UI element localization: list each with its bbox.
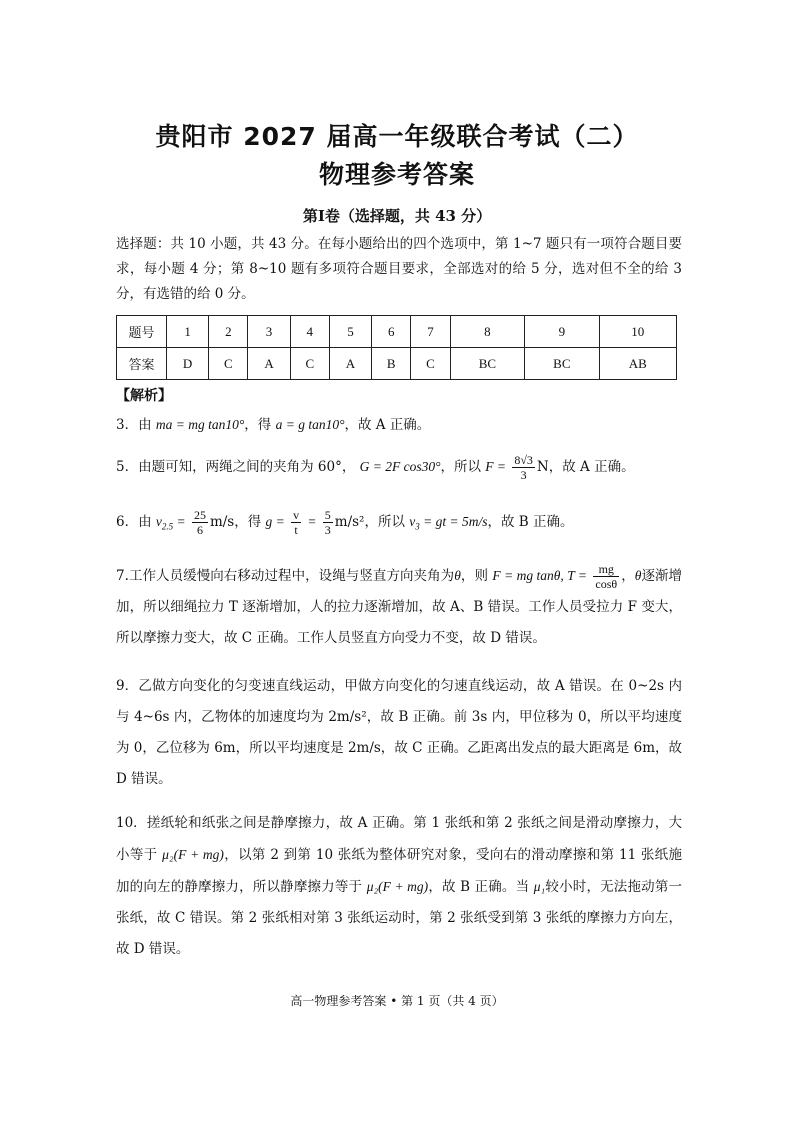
answer-cell: C [290,348,329,380]
question-number-cell: 8 [450,316,524,348]
answer-cell: C [209,348,248,380]
analysis-heading: 【解析】 [116,388,172,404]
answer-cell: C [411,348,450,380]
instructions: 选择题：共 10 小题，共 43 分。在每小题给出的四个选项中，第 1~7 题只有一项符合题目要求，每小题 4 分；第 8~10 题有多项符合题目要求，全部选对的给 5 分，选对但不全的给 3 分，有选错的给 0 分。 [116,236,682,302]
equation: μ₂(F + mg) [162,847,224,862]
text: ，以第 2 到第 10 张纸为整体研究对象，受向右的滑动摩擦和第 11 张纸施加的向左的静摩擦力，所以静摩擦力等于 [116,847,683,895]
analysis-item-5 [116,452,682,482]
item-number: 7. [116,568,129,584]
subscript: 3 [415,521,420,532]
table-header-cell: 答案 [117,348,167,380]
text: 乙做方向变化的匀变速直线运动，甲做方向变化的匀速直线运动，故 A 错误。在 0~2s 内与 4~6s 内，乙物体的加速度均为 2m/s²，故 B 正确。前 3s 内，甲位移为 0，所以平均速度为 0，乙位移为 6m，所以平均速度是 2m/s，故 C 正确。乙距离出发点的最大距离是 6m，故 D 错误。 [116,678,682,787]
equation: θ [634,568,642,583]
section-title: 第Ⅰ卷（选择题，共 43 分） [302,207,492,225]
text: ，得 [244,417,272,433]
fraction [512,453,535,482]
answer-cell: BC [450,348,524,380]
item-number: 6． [116,514,139,530]
question-number-cell: 1 [167,316,209,348]
symbol: = [176,514,186,529]
symbol: v [155,514,162,529]
equation: F = [485,459,507,474]
symbol: = [307,514,317,529]
fraction [192,508,208,537]
text: ， [621,568,635,584]
subscript: 2.5 [161,521,174,532]
text: 逐渐增加，所以细绳拉力 T 逐渐增加，人的拉力逐渐增加，故 A、B 错误。工作人员受拉力 F 变大，所以摩擦力变大，故 C 正确。工作人员竖直方向受力不变，故 D 错误。 [116,568,683,646]
text: m/s，得 [209,514,262,530]
equation: F = mg tanθ, T = [492,568,588,583]
fraction-numerator: 25 [193,508,206,522]
text: m/s²，所以 [334,514,405,530]
table-header-cell: 题号 [117,316,167,348]
fraction-numerator: 8√3 [514,453,533,467]
fraction [323,508,333,537]
analysis-item-6 [116,507,682,542]
fraction-numerator: v [293,508,300,522]
equation: ma = mg tan10° [155,417,245,432]
question-number-cell: 6 [372,316,411,348]
text: ，则 [460,568,489,584]
fraction-denominator: t [294,523,298,537]
question-number-cell: 5 [329,316,371,348]
question-number-cell: 3 [248,316,290,348]
text: ，所以 [440,459,481,475]
item-number: 9． [116,678,139,694]
symbol: = gt = 5m/s [423,514,488,529]
answer-table-row-numbers [117,316,677,348]
answer-cell: BC [525,348,599,380]
fraction-denominator: 6 [196,523,203,537]
text: ，故 A 正确。 [344,417,431,433]
equation: θ [454,568,461,583]
answer-table [116,315,677,380]
fraction-numerator: mg [593,562,619,577]
symbol: v [409,514,416,529]
equation: μ₂(F + mg) [366,879,429,894]
item-number: 3． [116,417,139,433]
answer-cell: AB [599,348,676,380]
text: 由 [138,417,152,433]
question-number-cell: 7 [411,316,450,348]
page-footer: 高一物理参考答案 • 第 1 页（共 4 页） [290,994,504,1008]
answer-table-row-answers [117,348,677,380]
answer-key-title: 物理参考答案 [318,160,475,189]
fraction-denominator: cosθ [595,577,618,591]
fraction-denominator: 3 [324,523,331,537]
equation [155,514,186,532]
text: ，故 B 正确。 [487,514,574,530]
text: 搓纸轮和纸张之间是静摩擦力，故 A 正确。第 1 张纸和第 2 张纸之间是滑动摩擦力，大小等于 [116,815,682,863]
answer-cell: A [248,348,290,380]
fraction [593,562,619,591]
answer-cell: A [329,348,371,380]
text: 工作人员缓慢向右移动过程中，设绳与竖直方向夹角为 [128,568,455,584]
fraction-denominator: 3 [520,468,527,482]
question-number-cell: 2 [209,316,248,348]
question-number-cell: 10 [599,316,676,348]
text: ，故 B 正确。当 [428,879,530,895]
text: 由题可知，两绳之间的夹角为 60°， [138,459,356,475]
item-number: 10． [116,815,147,831]
fraction [291,508,301,537]
equation: a = g tan10° [275,417,345,432]
answer-cell: D [167,348,209,380]
equation: G = 2F cos30° [359,459,441,474]
equation: μ₁ [533,879,546,894]
equation: g = [265,514,285,529]
analysis-item-10 [116,808,682,965]
fraction-numerator: 5 [324,508,331,522]
exam-title: 贵阳市 2027 届高一年级联合考试（二） [155,122,639,151]
analysis-item-9 [116,671,682,795]
question-number-cell: 9 [525,316,599,348]
text: 由 [138,514,152,530]
analysis-item-7 [116,560,682,654]
equation [409,514,488,532]
text: N，故 A 正确。 [536,459,635,475]
item-number: 5． [116,459,139,475]
question-number-cell: 4 [290,316,329,348]
text: 较小时，无法拖动第一张纸，故 C 错误。第 2 张纸相对第 3 张纸运动时，第 2 张纸受到第 3 张纸的摩擦力方向左，故 D 错误。 [116,879,683,957]
answer-cell: B [372,348,411,380]
analysis-item-3 [116,410,682,440]
